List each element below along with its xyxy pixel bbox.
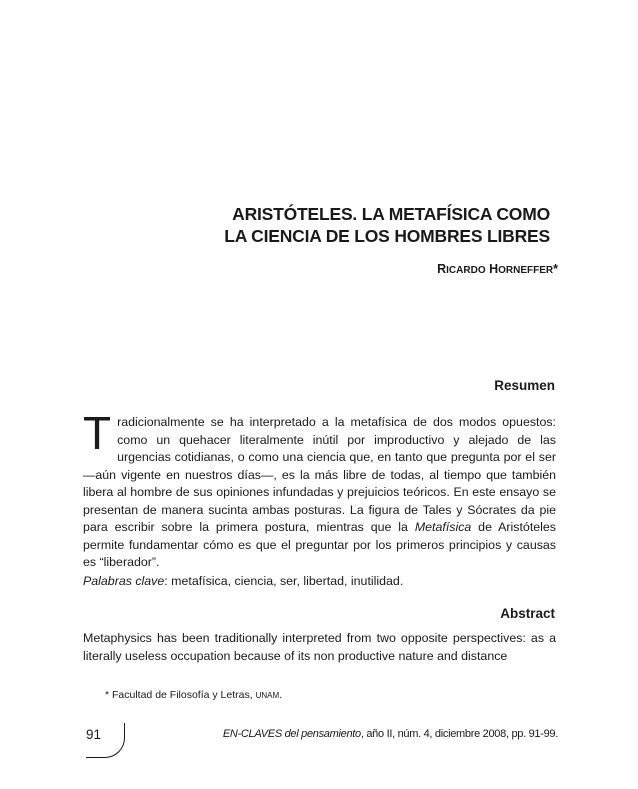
- keywords: [83, 574, 556, 588]
- keywords-label: Palabras clave: [83, 574, 165, 588]
- abstract-paragraph: Metaphysics has been traditionally interpreted from two opposite perspectives: as a literally useless occupation because of its non productive nature and distance: [83, 631, 556, 663]
- keywords-text: : metafísica, ciencia, ser, libertad, inutilidad.: [164, 574, 404, 588]
- drop-cap: T: [83, 407, 112, 459]
- author-footnote-mark: *: [553, 262, 558, 276]
- page-number: 91: [86, 727, 102, 742]
- abstract-heading: Abstract: [500, 606, 555, 621]
- resumen-heading: Resumen: [494, 378, 555, 393]
- article-title: [150, 203, 550, 247]
- footnote: * Facultad de Filosofía y Letras, UNAM.: [105, 689, 283, 701]
- author-name: RICARDO HORNEFFER*: [437, 262, 558, 276]
- title-line-2: LA CIENCIA DE LOS HOMBRES LIBRES: [224, 226, 550, 246]
- journal-name: EN-CLAVES del pensamiento: [222, 728, 361, 740]
- title-line-1: ARISTÓTELES. LA METAFÍSICA COMO: [232, 204, 550, 224]
- metafisica-title: Metafísica: [414, 520, 472, 534]
- resumen-paragraph: Tradicionalmente se ha interpretado a la metafísica de dos modos opuestos: como un quehacer literalmente inútil por improductivo y alejado de las urgencias cotidianas, o como una ciencia que, en tanto que pregunta por el ser —aún vigente en nuestros días—, es la más libre de todas, al tiempo que también libera al hombre de sus opiniones infundadas y prejuicios teóricos. En este ensayo se presentan de manera sucinta ambas posturas. La figura de Tales y Sócrates da pie para escribir sobre la primera postura, mientras que la Metafísica de Aristóteles permite fundamentar cómo es que el preguntar por los primeros principios y causas es “liberador”.: [83, 407, 556, 569]
- journal-citation: EN-CLAVES del pensamiento, año II, núm. 4, diciembre 2008, pp. 91-99.: [222, 728, 558, 740]
